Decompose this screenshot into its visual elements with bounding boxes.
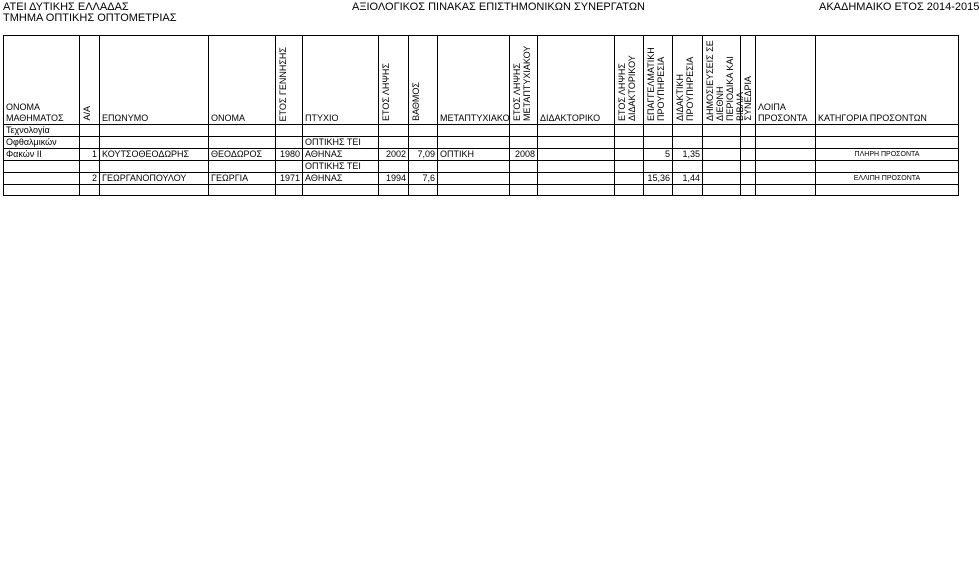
row-aa: 2 [80,173,100,185]
header-category: ΚΑΤΗΓΟΡΙΑ ΠΡΟΣΟΝΤΩΝ [816,36,959,125]
header-publications: ΔΗΜΟΣΙΕΥΣΕΙΣ ΣΕ ΔΙΕΘΝΗ ΠΕΡΙΟΔΙΚΑ ΚΑΙ ΒΙΒΛΙΑ [703,36,741,125]
institution-name: ΑΤΕΙ ΔΥΤΙΚΗΣ ΕΛΛΑΔΑΣ [3,1,129,13]
header-degree: ΠΤΥΧΙΟ [303,36,379,125]
table-row [4,173,959,185]
row-aa: 1 [80,149,100,161]
row-name: ΓΕΩΡΓΙΑ [209,173,276,185]
degree-line-1: ΟΠΤΙΚΗΣ ΤΕΙ [303,161,379,173]
header-name: ΟΝΟΜΑ [209,36,276,125]
table-row [4,185,959,196]
row-masters-year [510,173,538,185]
row-professional: 5 [644,149,673,161]
row-publications [703,149,741,161]
header-row [4,36,959,125]
row-other [756,149,816,161]
row-conferences [741,173,756,185]
row-teaching: 1,44 [673,173,703,185]
degree-line-2: ΑΘΗΝΑΣ [303,173,379,185]
header-other: ΛΟΙΠΑ ΠΡΟΣΟΝΤΑ [756,36,816,125]
header-masters-year: ΕΤΟΣ ΛΗΨΗΣ ΜΕΤΑΠΤΥΧΙΑΚΟΥ [510,36,538,125]
row-category: ΕΛΛΙΠΗ ΠΡΟΣΟΝΤΑ [816,173,959,185]
header-teaching: ΔΙΔΑΚΤΙΚΗ ΠΡΟΥΠΗΡΕΣΙΑ [673,36,703,125]
header-degree-year: ΕΤΟΣ ΛΗΨΗΣ [379,36,409,125]
academic-year: ΑΚΑΔΗΜΑΙΚΟ ΕΤΟΣ 2014-2015 [819,1,979,13]
row-teaching: 1,35 [673,149,703,161]
row-degree-year: 2002 [379,149,409,161]
header-masters: ΜΕΤΑΠΤΥΧΙΑΚΟ [438,36,510,125]
row-conferences [741,149,756,161]
row-masters-year: 2008 [510,149,538,161]
header-conferences: ΣΥΝΕΔΡΙΑ [741,36,756,125]
department-name: ΤΜΗΜΑ ΟΠΤΙΚΗΣ ΟΠΤΟΜΕΤΡΙΑΣ [3,12,177,24]
header-surname: ΕΠΩΝΥΜΟ [100,36,209,125]
row-grade: 7,6 [409,173,438,185]
row-publications [703,173,741,185]
course-line-2: Οφθαλμικών [4,137,80,149]
table-row [4,161,959,173]
row-other [756,173,816,185]
row-professional: 15,36 [644,173,673,185]
table-row [4,149,959,161]
course-line-1: Τεχνολογία [4,125,80,137]
header-phd: ΔΙΔΑΚΤΟΡΙΚΟ [538,36,615,125]
row-masters [438,173,510,185]
degree-line-2: ΑΘΗΝΑΣ [303,149,379,161]
row-surname: ΚΟΥΤΣΟΘΕΟΔΩΡΗΣ [100,149,209,161]
document-title: ΑΞΙΟΛΟΓΙΚΟΣ ΠΙΝΑΚΑΣ ΕΠΙΣΤΗΜΟΝΙΚΩΝ ΣΥΝΕΡΓΑΤΩΝ [352,1,645,13]
row-phd-year [615,173,644,185]
header-grade: ΒΑΘΜΟΣ [409,36,438,125]
row-grade: 7,09 [409,149,438,161]
table-row [4,137,959,149]
row-phd [538,173,615,185]
degree-line-1: ΟΠΤΙΚΗΣ ΤΕΙ [303,137,379,149]
row-surname: ΓΕΩΡΓΑΝΟΠΟΥΛΟΥ [100,173,209,185]
row-category: ΠΛΗΡΗ ΠΡΟΣΟΝΤΑ [816,149,959,161]
table-row [4,125,959,137]
evaluation-table [3,35,959,196]
header-course: ΟΝΟΜΑ ΜΑΘΗΜΑΤΟΣ [4,36,80,125]
row-phd-year [615,149,644,161]
row-birth-year: 1971 [276,173,303,185]
row-degree-year: 1994 [379,173,409,185]
header-professional: ΕΠΑΓΓΕΛΜΑΤΙΚΗ ΠΡΟΥΠΗΡΕΣΙΑ [644,36,673,125]
row-phd [538,149,615,161]
course-line-3: Φακών ΙΙ [4,149,80,161]
row-name: ΘΕΟΔΩΡΟΣ [209,149,276,161]
header-birth-year: ΕΤΟΣ ΓΕΝΝΗΣΗΣ [276,36,303,125]
header-phd-year: ΕΤΟΣ ΛΗΨΗΣ ΔΙΔΑΚΤΟΡΙΚΟΥ [615,36,644,125]
row-masters: ΟΠΤΙΚΗ [438,149,510,161]
row-birth-year: 1980 [276,149,303,161]
header-aa: Α/Α [80,36,100,125]
